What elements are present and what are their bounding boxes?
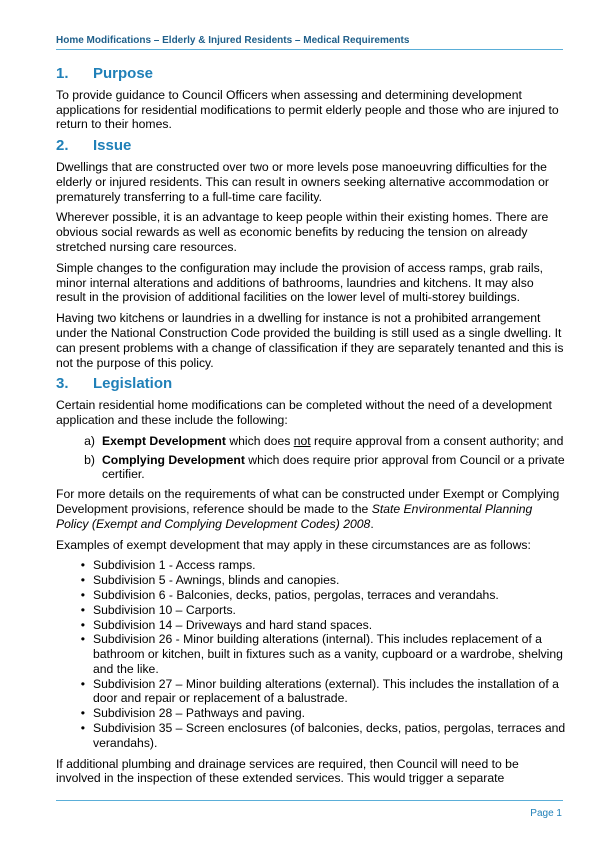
list-item: b) Complying Development which does require prior approval from Council or a private certifier. xyxy=(56,453,566,483)
page-number: Page 1 xyxy=(530,808,562,819)
section-number: 1. xyxy=(56,65,69,82)
section-title: Purpose xyxy=(93,65,154,82)
emphasis-not: not xyxy=(293,433,311,448)
development-type-list xyxy=(56,434,566,482)
section-heading-purpose xyxy=(56,67,566,82)
list-item: • Subdivision 35 – Screen enclosures (of balconies, decks, patios, pergolas, terraces and verandahs). xyxy=(56,721,566,751)
bullet-icon: • xyxy=(80,587,85,602)
paragraph: Examples of exempt development that may apply in these circumstances are as follows: xyxy=(56,537,531,552)
list-marker: a) xyxy=(84,433,95,448)
section-number: 2. xyxy=(56,137,69,155)
list-marker: b) xyxy=(84,452,95,467)
paragraph: Having two kitchens or laundries in a dwelling for instance is not a prohibited arrangement under the National Construction Code provided the building is still used as a single dwelling. It can present problems with a change of classification if they are separately tenanted and this is not the purpose of this policy. xyxy=(56,311,564,370)
complying-development-term: Complying Development xyxy=(102,452,245,467)
bullet-icon: • xyxy=(80,558,85,573)
exempt-examples-list xyxy=(56,558,566,750)
paragraph: If additional plumbing and drainage services are required, then Council will need to be involved in the inspection of these extended services. This would trigger a separate xyxy=(56,756,519,786)
list-item: • Subdivision 26 - Minor building alterations (internal). This includes replacement of a bathroom or kitchen, built in fixtures such as a vanity, cupboard or a wardrobe, shelving and the like. xyxy=(56,632,566,676)
bullet-icon: • xyxy=(80,617,85,632)
bullet-icon: • xyxy=(80,676,85,691)
list-item: • Subdivision 5 - Awnings, blinds and canopies. xyxy=(56,573,566,588)
list-item: • Subdivision 6 - Balconies, decks, patios, pergolas, terraces and verandahs. xyxy=(56,588,566,603)
exempt-development-term: Exempt Development xyxy=(102,433,226,448)
bullet-icon: • xyxy=(80,602,85,617)
paragraph: To provide guidance to Council Officers when assessing and determining development applications for residential modifications to permit elderly people and those who are injured to return to their homes. xyxy=(56,87,559,132)
paragraph: Dwellings that are constructed over two or more levels pose manoeuvring difficulties for the elderly or injured residents. This can result in owners seeking alternative accommodation or prematurely transferring to a full-time care facility. xyxy=(56,159,549,204)
bullet-icon: • xyxy=(80,573,85,588)
section-heading-issue xyxy=(56,139,566,154)
document-body xyxy=(56,60,566,792)
section-number: 3. xyxy=(56,375,69,393)
bullet-icon: • xyxy=(80,706,85,721)
paragraph: For more details on the requirements of what can be constructed under Exempt or Complying Development provisions, reference should be made to the State Environmental Planning Policy (Exempt and Complying Development Codes) 2008. xyxy=(56,487,560,531)
list-item: • Subdivision 27 – Minor building alterations (external). This includes the installation of a door and repair or replacement of a balustrade. xyxy=(56,677,566,707)
section-heading-legislation xyxy=(56,377,566,392)
list-item: a) Exempt Development which does not require approval from a consent authority; and xyxy=(56,434,566,449)
sepp-reference: State Environmental Planning Policy (Exempt and Complying Development Codes) 2008 xyxy=(56,501,533,531)
list-item: • Subdivision 28 – Pathways and paving. xyxy=(56,706,566,721)
bullet-icon: • xyxy=(80,632,85,647)
running-header: Home Modifications – Elderly & Injured Residents – Medical Requirements xyxy=(56,35,563,50)
paragraph: Certain residential home modifications can be completed without the need of a development application and these include the following: xyxy=(56,398,552,427)
section-title: Issue xyxy=(93,137,132,155)
list-item: • Subdivision 10 – Carports. xyxy=(56,603,566,618)
paragraph: Simple changes to the configuration may include the provision of access ramps, grab rails, minor internal alterations and additions of bathrooms, laundries and kitchens. It may also result in the provision of additional facilities on the lower level of multi-storey buildings. xyxy=(56,260,544,305)
bullet-icon: • xyxy=(80,721,85,736)
paragraph: Wherever possible, it is an advantage to keep people within their existing homes. There are obvious social rewards as well as economic benefits by reducing the tension on already stretched nursing care resources. xyxy=(56,210,549,254)
section-title: Legislation xyxy=(93,375,173,393)
footer-divider xyxy=(56,800,563,801)
list-item: • Subdivision 1 - Access ramps. xyxy=(56,558,566,573)
list-item: • Subdivision 14 – Driveways and hard stand spaces. xyxy=(56,618,566,633)
